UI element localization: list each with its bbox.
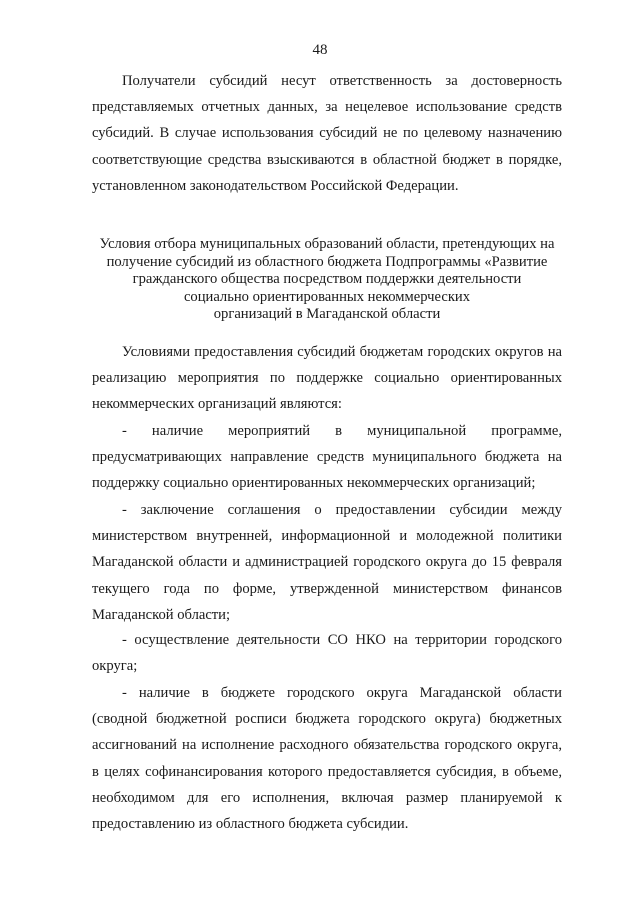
heading-line: организаций в Магаданской области	[213, 306, 441, 322]
text-line: министерством внутренней, информационной и молодежной политики	[92, 528, 562, 545]
list-item-activity	[92, 627, 562, 679]
text-line: Получатели субсидий несут ответственность за достоверность	[122, 73, 562, 89]
text-line: - наличие мероприятий в муниципальной программе,	[122, 423, 562, 439]
text-line: Магаданской области;	[92, 606, 231, 623]
heading-line: социально ориентированных некоммерческих	[183, 288, 471, 305]
text-line: реализацию мероприятия по поддержке социально ориентированных	[92, 370, 562, 387]
text-line: необходимом для его исполнения, включая размер планируемой к	[92, 789, 562, 806]
text-line: ассигнований на исполнение расходного обязательства городского округа,	[92, 737, 562, 754]
paragraph-conditions	[92, 339, 562, 418]
heading-line: гражданского общества посредством поддержки деятельности	[132, 271, 522, 287]
heading-line: получение субсидий из областного бюджета Подпрограммы «Развитие	[106, 253, 548, 270]
list-item-program-measures	[92, 418, 562, 497]
text-line: поддержку социально ориентированных некоммерческих организаций;	[92, 475, 536, 492]
section-heading	[92, 236, 562, 324]
text-line: соответствующие средства взыскиваются в областной бюджет в порядке,	[92, 151, 562, 168]
text-line: установленном законодательством Российской Федерации.	[92, 177, 459, 194]
text-line: некоммерческих организаций являются:	[92, 396, 342, 413]
list-item-agreement	[92, 497, 562, 628]
list-item-budget-allocations	[92, 680, 562, 837]
text-line: текущего года по форме, утвержденной министерством финансов	[92, 580, 562, 597]
text-line: Условиями предоставления субсидий бюджетам городских округов на	[122, 344, 562, 360]
text-line: - наличие в бюджете городского округа Магаданской области	[122, 685, 562, 701]
text-line: Магаданской области и администрацией городского округа до 15 февраля	[92, 554, 562, 571]
text-line: представляемых отчетных данных, за нецелевое использование средств	[92, 99, 562, 116]
paragraph-responsibility	[92, 68, 562, 199]
text-line: предусматривающих направление средств муниципального бюджета на	[92, 449, 562, 466]
text-line: предоставлению из областного бюджета субсидии.	[92, 815, 409, 832]
heading-line: Условия отбора муниципальных образований области, претендующих на	[99, 236, 555, 252]
text-line: субсидий. В случае использования субсидий не по целевому назначению	[92, 125, 562, 142]
text-line: округа;	[92, 658, 138, 675]
page-number: 48	[312, 42, 328, 58]
text-line: в целях софинансирования которого предоставляется субсидия, в объеме,	[92, 763, 562, 780]
text-line: - осуществление деятельности СО НКО на территории городского	[122, 632, 562, 648]
text-line: - заключение соглашения о предоставлении субсидии между	[122, 502, 562, 518]
text-line: (сводной бюджетной росписи бюджета городского округа) бюджетных	[92, 711, 562, 728]
